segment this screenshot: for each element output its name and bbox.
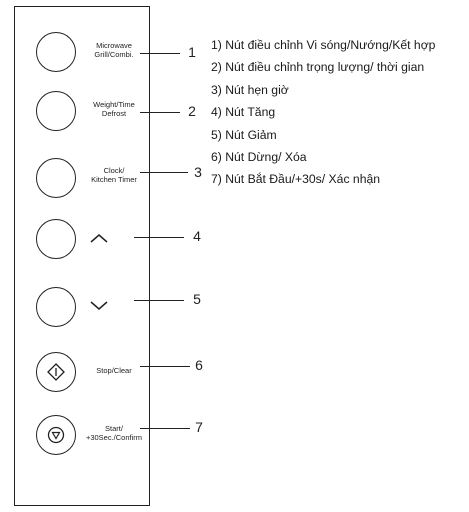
legend-item-2: 2) Nút điều chỉnh trọng lượng/ thời gian [211,60,425,75]
legend-item-4: 4) Nút Tăng [211,105,276,120]
weight-time-defrost-button[interactable] [36,91,76,131]
stop-clear-button[interactable] [36,352,76,392]
diamond-icon [47,363,65,381]
button-legend [211,34,435,191]
decrease-button[interactable] [36,287,76,327]
increase-button[interactable] [36,219,76,259]
leader-line-1 [140,53,180,54]
chevron-up-icon [89,232,109,244]
leader-line-4 [134,237,184,238]
legend-item-6: 6) Nút Dừng/ Xóa [211,150,307,165]
callout-number-4: 4 [193,228,201,244]
legend-item-5: 5) Nút Giảm [211,127,277,142]
leader-line-5 [134,300,184,301]
legend-item-1: 1) Nút điều chỉnh Vi sóng/Nướng/Kết hợp [211,38,436,52]
legend-item-7: 7) Nút Bắt Đầu/+30s/ Xác nhận [211,172,381,187]
callout-number-6: 6 [195,357,203,373]
microwave-grill-combi-label: Microwave Grill/Combi. [94,41,134,59]
callout-number-2: 2 [188,103,196,119]
callout-number-5: 5 [193,291,201,307]
chevron-down-icon [89,299,109,311]
triangle-down-icon [47,426,65,444]
clock-kitchen-timer-label: Clock/ Kitchen Timer [91,166,137,184]
stop-clear-label: Stop/Clear [96,366,132,375]
leader-line-7 [140,428,190,429]
callout-number-1: 1 [188,44,196,60]
microwave-grill-combi-button[interactable] [36,32,76,72]
leader-line-6 [140,366,190,367]
leader-line-2 [140,112,180,113]
clock-kitchen-timer-button[interactable] [36,158,76,198]
leader-line-3 [140,172,188,173]
callout-number-3: 3 [194,164,202,180]
legend-item-3: 3) Nút hẹn giờ [211,82,289,97]
control-panel [14,6,150,506]
start-30sec-confirm-button[interactable] [36,415,76,455]
start-30sec-confirm-label: Start/ +30Sec./Confirm [85,424,143,442]
callout-number-7: 7 [195,419,203,435]
weight-time-defrost-label: Weight/Time Defrost [93,100,135,118]
